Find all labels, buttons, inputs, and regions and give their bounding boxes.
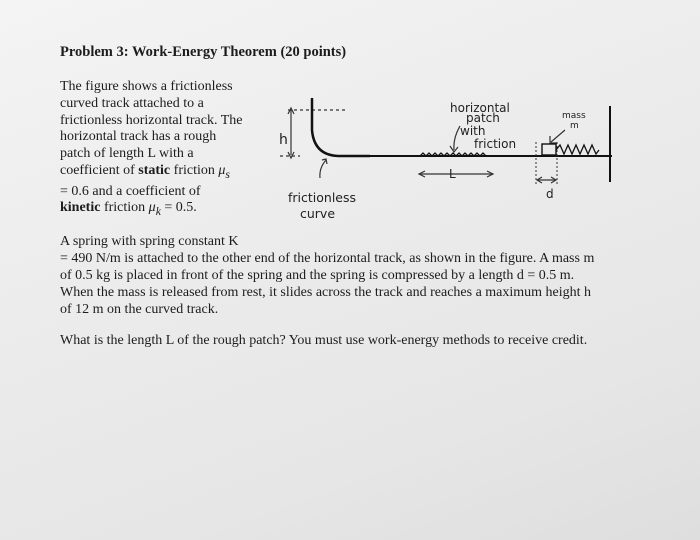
intro-line	[60, 200, 280, 221]
body-line: of 12 m on the curved track.	[60, 302, 219, 317]
question: What is the length L of the rough patch? You must use work-energy methods to receive credit.	[60, 333, 588, 348]
intro-line: patch of length L with a	[60, 146, 194, 162]
intro-line	[60, 163, 280, 184]
d-label: d	[546, 187, 554, 201]
spring	[556, 145, 599, 154]
body-line: A spring with spring constant K	[60, 234, 239, 249]
kinetic-bold: kinetic	[60, 200, 101, 216]
intro-text: = 0.5.	[160, 200, 197, 216]
intro-text: coefficient of	[60, 162, 139, 178]
mass-block	[542, 144, 556, 155]
intro-line: frictionless horizontal track. The	[60, 112, 243, 128]
with-label: with	[460, 124, 486, 138]
track-figure	[270, 90, 630, 230]
frictionless-pointer-arrow	[320, 159, 327, 178]
intro-paragraph	[60, 79, 280, 221]
patch-pointer-arrow	[450, 126, 460, 152]
intro-line: The figure shows a frictionless	[60, 79, 233, 94]
intro-line: = 0.6 and a coefficient of	[60, 183, 201, 199]
static-bold: static	[138, 162, 171, 178]
mu-k-symbol: μ	[148, 200, 156, 216]
body-line: When the mass is released from rest, it slides across the track and reaches a maximum height h	[60, 285, 592, 300]
intro-line: horizontal track has a rough	[60, 129, 217, 145]
body-line: = 490 N/m is attached to the other end of the horizontal track, as shown in the figure. A mass m	[60, 251, 595, 266]
mu-s-subscript: s	[225, 167, 230, 181]
friction-label: friction	[474, 137, 517, 151]
patch-label: patch	[466, 111, 500, 125]
h-label: h	[279, 132, 288, 148]
mu-s-symbol: μ	[218, 162, 226, 178]
curve-label: curve	[300, 206, 336, 221]
mass-label: mass	[562, 111, 586, 121]
mass-pointer-arrow	[550, 130, 565, 143]
m-label: m	[570, 121, 579, 131]
body-line: of 0.5 kg is placed in front of the spring and the spring is compressed by a length d = 0.5 m.	[60, 268, 575, 283]
problem-body	[60, 233, 660, 318]
intro-text: friction	[170, 162, 219, 178]
problem-title: Problem 3: Work-Energy Theorem (20 points)	[60, 44, 347, 60]
intro-line: curved track attached to a	[60, 95, 204, 111]
curved-track	[312, 98, 370, 156]
l-label: L	[449, 167, 456, 181]
intro-text: friction	[100, 200, 149, 216]
mu-k-subscript: k	[155, 205, 161, 219]
horizontal-patch-label: horizontal	[450, 101, 510, 115]
frictionless-label: frictionless	[288, 190, 357, 205]
